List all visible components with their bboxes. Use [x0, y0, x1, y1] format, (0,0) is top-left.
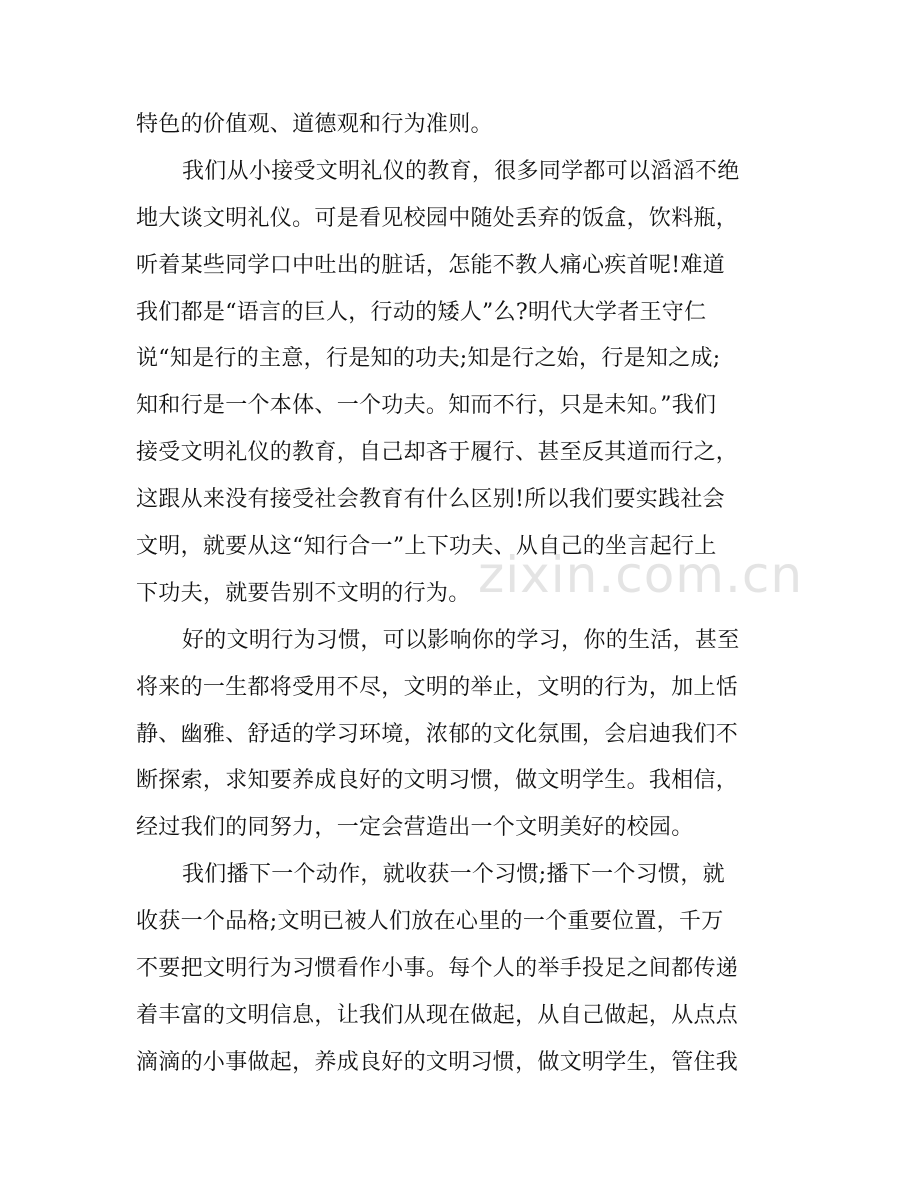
text-line: 听着某些同学口中吐出的脏话，怎能不教人痛心疾首呢!难道 — [136, 252, 725, 278]
text-line: 知和行是一个本体、一个功夫。知而不行，只是未知。”我们 — [136, 393, 717, 419]
text-line: 我们都是“语言的巨人，行动的矮人”么?明代大学者王守仁 — [136, 299, 707, 325]
text-line: 经过我们的同努力，一定会营造出一个文明美好的校园。 — [136, 815, 694, 841]
text-line: 静、幽雅、舒适的学习环境，浓郁的文化氛围，会启迪我们不 — [136, 721, 739, 747]
paragraph-first-line: 好的文明行为习惯，可以影响你的学习，你的生活，甚至 — [182, 627, 740, 653]
text-line: 这跟从来没有接受社会教育有什么区别!所以我们要实践社会 — [136, 487, 725, 513]
text-line: 断探索，求知要养成良好的文明习惯，做文明学生。我相信， — [136, 768, 739, 794]
text-line: 接受文明礼仪的教育，自己却吝于履行、甚至反其道而行之， — [136, 440, 739, 466]
text-line: 说“知是行的主意，行是知的功夫;知是行之始，行是知之成; — [136, 346, 721, 372]
text-line: 收获一个品格;文明已被人们放在心里的一个重要位置，千万 — [136, 909, 724, 935]
text-line: 着丰富的文明信息，让我们从现在做起，从自己做起，从点点 — [136, 1002, 739, 1028]
text-line: 将来的一生都将受用不尽，文明的举止，文明的行为，加上恬 — [136, 674, 739, 700]
text-line: 地大谈文明礼仪。可是看见校园中随处丢弃的饭盒，饮料瓶， — [136, 205, 739, 231]
text-line: 特色的价值观、道德观和行为准则。 — [136, 112, 493, 137]
paragraph-first-line: 我们播下一个动作，就收获一个习惯;播下一个习惯，就 — [182, 862, 725, 888]
paragraph-first-line: 我们从小接受文明礼仪的教育，很多同学都可以滔滔不绝 — [182, 158, 740, 184]
text-line: 下功夫，就要告别不文明的行为。 — [136, 580, 471, 606]
watermark: zixin.com.cn — [478, 546, 804, 604]
text-line: 文明，就要从这“知行合一”上下功夫、从自己的坐言起行上 — [136, 534, 717, 560]
document-body — [136, 102, 796, 1087]
text-line: 滴滴的小事做起，养成良好的文明习惯，做文明学生，管住我 — [136, 1049, 739, 1075]
text-line: 不要把文明行为习惯看作小事。每个人的举手投足之间都传递 — [136, 956, 739, 982]
